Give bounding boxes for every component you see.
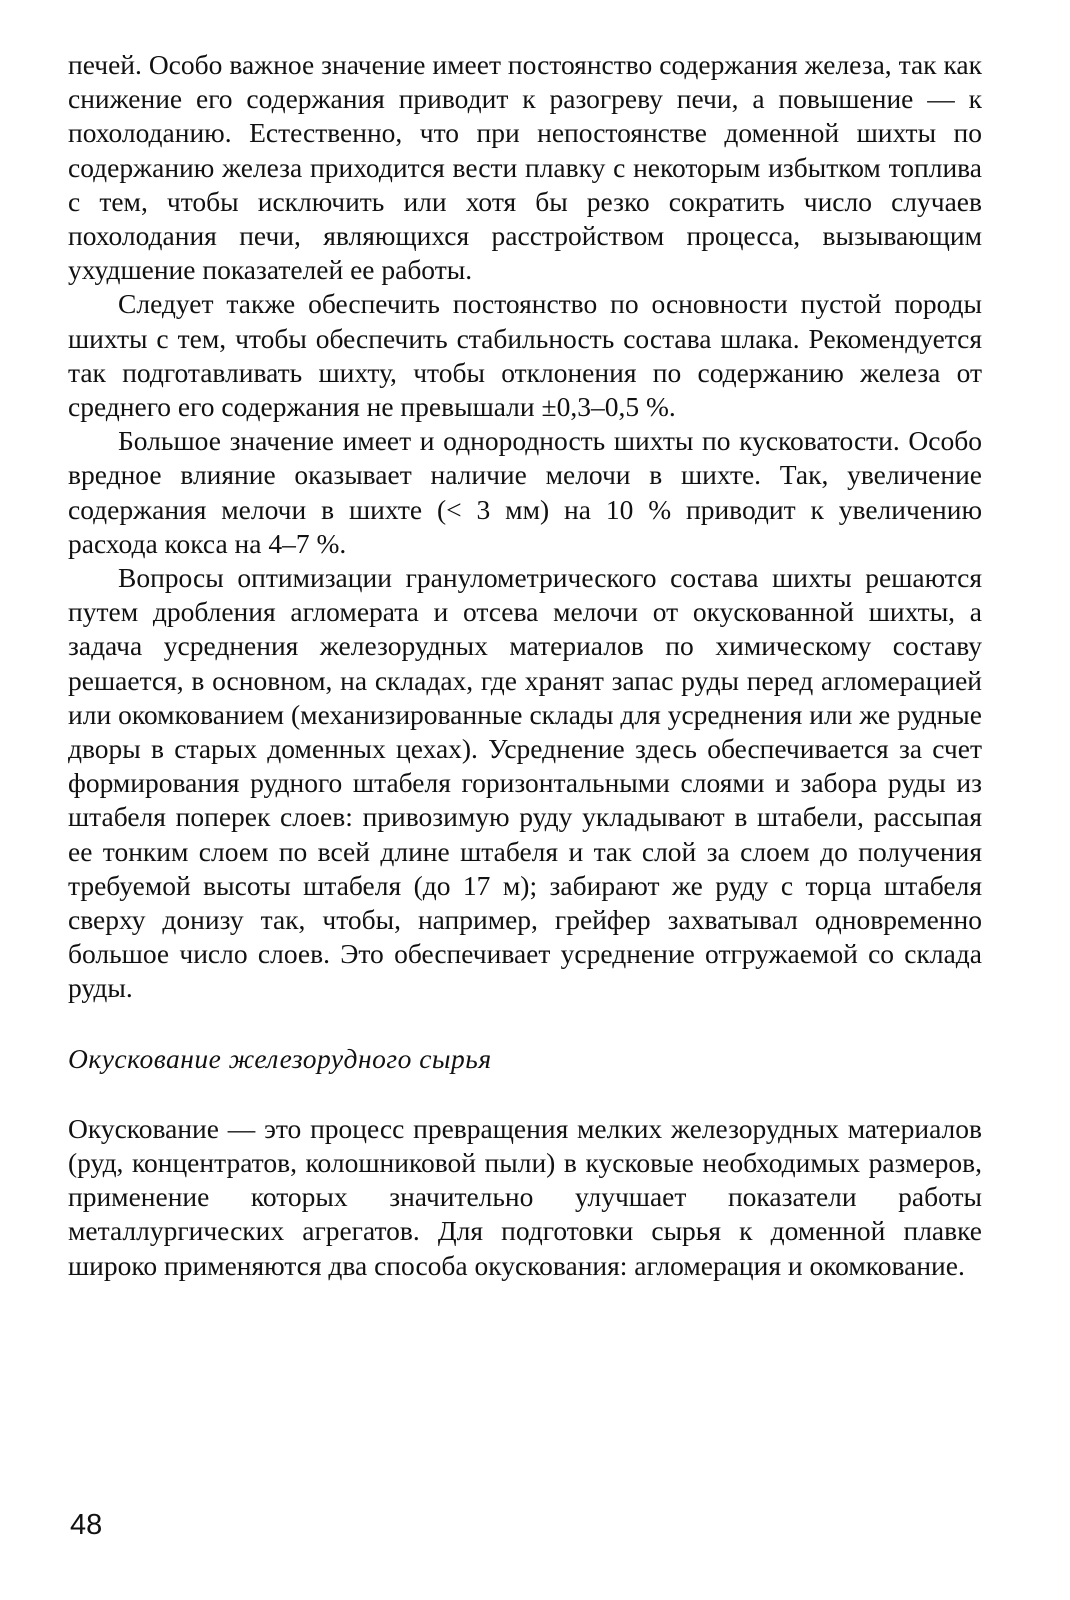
paragraph-lump-uniformity: Большое значение имеет и однородность шихты по кусковатости. Особо вредное влияние оказывает наличие мелочи в шихте. Так, увеличение содержания мелочи в шихте (< 3 мм) на 10 % приводит к увеличению расхода кокса на 4–7 %.: [68, 425, 982, 559]
paragraph-agglomeration-intro: Окускование — это процесс превращения мелких железорудных материалов (руд, концентратов, колошниковой пыли) в кусковые необходимых размеров, применение которых значительно улучшает показатели работы металлургических агрегатов. Для подготовки сырья к доменной плавке широко применяются два способа окускования: агломерация и окомкование.: [68, 1112, 982, 1281]
paragraph-averaging: Вопросы оптимизации гранулометрического состава шихты решаются путем дробления агломерата и отсева мелочи от окускованной шихты, а задача усреднения железорудных материалов по химическому составу решается, в основном, на складах, где хранят запас руды перед агломерацией или окомкованием (механизированные склады для усреднения или же рудные дворы в старых доменных цехах). Усреднение здесь обеспечивается за счет формирования рудного штабеля горизонтальными слоями и забора руды из штабеля поперек слоев: привозимую руду укладывают в штабели, рассыпая ее тонким слоем по всей длине штабеля и так слой за слоем до получения требуемой высоты штабеля (до 17 м); забирают же руду с торца штабеля сверху донизу так, чтобы, например, грейфер захватывал одновременно большое число слоев. Это обеспечивает усреднение отгружаемой со склада руды.: [68, 562, 982, 1004]
page-content: [68, 48, 982, 1283]
page-number: 48: [70, 1509, 103, 1541]
section-heading: Окускование железорудного сырья: [68, 1042, 492, 1074]
paragraph-slag-basicity: Следует также обеспечить постоянство по основности пустой породы шихты с тем, чтобы обеспечить стабильность состава шлака. Рекомендуется так подготавливать шихту, чтобы отклонения по содержанию железа от среднего его содержания не превышали ±0,3–0,5 %.: [68, 288, 982, 423]
paragraph-continued: печей. Особо важное значение имеет постоянство содержания железа, так как снижение его содержания приводит к разогреву печи, а повышение — к похолоданию. Естественно, что при непостоянстве доменной шихты по содержанию железа приходится вести плавку с некоторым избытком топлива с тем, чтобы исключить или хотя бы резко сократить число случаев похолодания печи, являющихся расстройством процесса, вызывающим ухудшение показателей ее работы.: [68, 49, 982, 286]
